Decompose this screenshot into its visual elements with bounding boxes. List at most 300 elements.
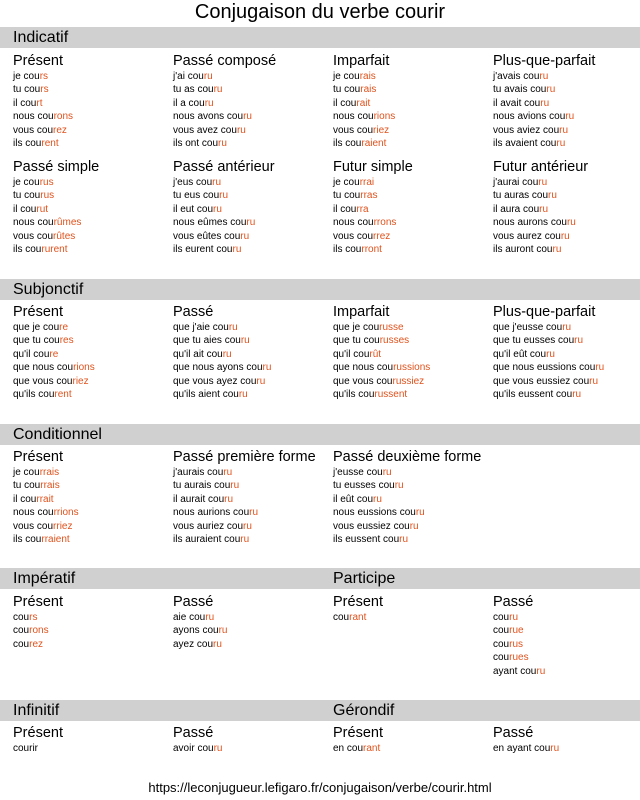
conjugated-form <box>173 348 333 361</box>
conjugation-block <box>493 724 640 755</box>
conjugated-form <box>13 611 173 624</box>
conjugated-form <box>173 638 333 651</box>
form-stem: tu cou <box>333 190 361 202</box>
form-stem: vous eussiez cou <box>333 520 410 532</box>
conjugated-form <box>13 361 173 374</box>
form-ending: rrais <box>40 480 60 492</box>
form-stem: cou <box>493 612 510 623</box>
form-stem: je cou <box>13 177 40 188</box>
form-stem: ayons cou <box>173 625 219 637</box>
form-stem: que nous ayons cou <box>173 362 263 374</box>
form-ending: ru <box>373 493 382 505</box>
form-ending: ru <box>203 71 213 82</box>
form-stem: il cou <box>13 97 37 109</box>
conjugated-form <box>493 375 640 388</box>
form-stem: que vous cou <box>13 375 73 387</box>
conjugation-block <box>13 448 173 546</box>
conjugated-form <box>13 83 173 96</box>
conjugated-form <box>333 83 493 96</box>
tense-heading: Passé simple <box>13 159 100 175</box>
form-ending: rriez <box>53 520 73 532</box>
form-ending: rt <box>36 97 43 109</box>
conjugated-form <box>333 520 493 533</box>
conjugated-form <box>13 124 173 137</box>
form-stem: cou <box>13 638 30 650</box>
form-stem: nous avions cou <box>493 111 566 123</box>
form-ending: ru <box>562 322 572 333</box>
form-stem: vous avez cou <box>173 124 237 136</box>
form-ending: ru <box>228 322 238 333</box>
form-ending: ru <box>236 124 246 136</box>
form-stem: avoir cou <box>173 743 214 754</box>
tense-heading: Passé première forme <box>173 449 316 465</box>
conjugated-form <box>13 216 173 229</box>
form-ending: ru <box>552 243 562 255</box>
conjugated-form <box>493 83 640 96</box>
form-ending: rant <box>349 612 367 623</box>
form-stem: que vous cou <box>333 375 393 387</box>
form-stem: ayez cou <box>173 638 214 650</box>
conjugated-form <box>333 97 493 110</box>
form-ending: riez <box>373 124 390 136</box>
form-ending: rras <box>360 190 378 202</box>
mode-label-gerondif: Gérondif <box>333 702 395 719</box>
form-ending: rrons <box>373 217 397 229</box>
form-ending: ru <box>538 177 548 188</box>
form-ending: rs <box>29 612 38 623</box>
conjugated-form <box>173 243 333 256</box>
form-ending: russes <box>379 335 410 347</box>
conjugation-block <box>173 593 333 651</box>
form-ending: ru <box>230 480 240 492</box>
conjugated-form <box>493 624 640 637</box>
conjugated-form <box>173 70 333 83</box>
conjugated-form <box>493 97 640 110</box>
conjugated-form <box>173 189 333 202</box>
form-stem: courir <box>13 743 39 754</box>
conjugated-form <box>493 651 640 664</box>
form-ending: ru <box>540 97 550 109</box>
form-ending: rant <box>363 743 381 754</box>
form-ending: ru <box>218 137 227 149</box>
conjugation-block <box>13 52 173 150</box>
form-stem: que vous ayez cou <box>173 375 257 387</box>
form-ending: ru <box>204 97 214 109</box>
conjugation-block <box>173 448 333 546</box>
form-ending: res <box>59 335 74 347</box>
form-ending: rs <box>40 84 49 96</box>
form-stem: nous aurons cou <box>493 217 567 229</box>
form-stem: que tu cou <box>333 335 380 347</box>
conjugated-form <box>173 334 333 347</box>
tense-heading: Plus-que-parfait <box>493 304 596 320</box>
form-ending: rrais <box>39 467 60 478</box>
conjugated-form <box>13 520 173 533</box>
conjugation-block <box>173 303 333 401</box>
form-ending: rus <box>509 638 524 650</box>
conjugation-block <box>493 52 640 150</box>
form-stem: que nous cou <box>13 362 74 374</box>
conjugated-form <box>13 334 173 347</box>
form-ending: russiez <box>392 375 425 387</box>
form-stem: vous aviez cou <box>493 124 560 136</box>
form-stem: nous cou <box>13 217 54 229</box>
form-stem: il avait cou <box>493 97 541 109</box>
form-stem: aie cou <box>173 612 206 623</box>
form-stem: il cou <box>333 97 357 109</box>
form-stem: en ayant cou <box>493 743 551 754</box>
form-ending: rue <box>509 625 524 637</box>
section-bar-infinitif-gerondif <box>0 700 640 721</box>
form-stem: tu as cou <box>173 84 214 96</box>
form-stem: tu cou <box>13 480 41 492</box>
form-ending: rraient <box>41 533 70 545</box>
conjugated-form <box>493 137 640 150</box>
conjugated-form <box>333 189 493 202</box>
form-ending: ru <box>550 743 560 754</box>
conjugated-form <box>13 638 173 651</box>
conjugation-block <box>13 303 173 401</box>
form-ending: ru <box>415 507 425 519</box>
tense-heading: Passé antérieur <box>173 159 275 175</box>
tense-heading: Imparfait <box>333 53 390 69</box>
form-ending: rons <box>53 111 74 123</box>
conjugated-form <box>493 361 640 374</box>
conjugated-form <box>333 70 493 83</box>
section-bar-subjonctif <box>0 279 640 300</box>
conjugated-form <box>173 742 333 755</box>
form-stem: qu'il ait cou <box>173 348 223 360</box>
conjugation-block <box>13 724 173 755</box>
form-ending: rrez <box>373 230 391 242</box>
form-ending: ru <box>213 84 223 96</box>
conjugated-form <box>173 388 333 401</box>
form-ending: ru <box>548 190 557 202</box>
conjugated-form <box>333 388 493 401</box>
form-ending: ru <box>382 467 392 478</box>
conjugated-form <box>333 611 493 624</box>
form-stem: tu avais cou <box>493 84 547 96</box>
conjugated-form <box>333 493 493 506</box>
form-stem: il cou <box>13 203 37 215</box>
tense-heading: Présent <box>13 594 63 610</box>
mode-label-imperatif: Impératif <box>13 570 76 587</box>
conjugated-form <box>173 230 333 243</box>
form-stem: ils cou <box>13 243 42 255</box>
form-ending: ru <box>546 348 555 360</box>
conjugated-form <box>333 110 493 123</box>
conjugated-form <box>493 638 640 651</box>
conjugated-form <box>333 124 493 137</box>
conjugated-form <box>333 348 493 361</box>
conjugated-form <box>173 124 333 137</box>
form-stem: vous cou <box>333 124 374 136</box>
form-ending: riez <box>72 375 89 387</box>
form-stem: vous cou <box>13 520 54 532</box>
form-ending: rent <box>54 388 72 400</box>
conjugation-block <box>13 593 173 651</box>
form-stem: qu'ils eussent cou <box>493 388 573 400</box>
conjugated-form <box>13 479 173 492</box>
form-stem: qu'ils cou <box>13 388 55 400</box>
conjugated-form <box>333 466 493 479</box>
form-stem: ils auront cou <box>493 243 553 255</box>
form-stem: que je cou <box>333 322 380 333</box>
form-ending: ru <box>539 71 549 82</box>
form-stem: tu auras cou <box>493 190 549 202</box>
conjugation-block <box>173 724 333 755</box>
conjugated-form <box>493 334 640 347</box>
form-stem: ils eussent cou <box>333 533 400 545</box>
form-ending: ru <box>595 362 605 374</box>
conjugated-form <box>333 334 493 347</box>
conjugation-block <box>333 52 493 150</box>
form-stem: qu'ils cou <box>333 388 375 400</box>
conjugated-form <box>493 742 640 755</box>
conjugated-form <box>333 176 493 189</box>
form-stem: il cou <box>333 203 357 215</box>
conjugation-block <box>333 724 493 755</box>
form-stem: cou <box>13 625 30 637</box>
mode-label-conditionnel: Conditionnel <box>13 426 102 443</box>
section-bar-indicatif <box>0 27 640 48</box>
tense-heading: Futur simple <box>333 159 413 175</box>
form-stem: que j'aie cou <box>173 322 229 333</box>
form-ending: ru <box>256 375 266 387</box>
form-stem: qu'ils aient cou <box>173 388 239 400</box>
form-ending: ru <box>219 190 229 202</box>
conjugated-form <box>173 137 333 150</box>
conjugation-block <box>333 303 493 401</box>
form-ending: ru <box>559 124 569 136</box>
form-stem: je cou <box>13 467 40 478</box>
form-ending: rais <box>359 71 376 82</box>
form-ending: russions <box>393 362 431 374</box>
form-ending: ru <box>232 243 242 255</box>
tense-heading: Futur antérieur <box>493 159 589 175</box>
form-stem: j'avais cou <box>493 71 540 82</box>
form-stem: ils eurent cou <box>173 243 233 255</box>
form-ending: rez <box>29 638 44 650</box>
conjugated-form <box>493 388 640 401</box>
tense-heading: Passé composé <box>173 53 277 69</box>
form-stem: que tu cou <box>13 335 60 347</box>
form-ending: ru <box>262 362 272 374</box>
tense-heading: Passé <box>493 725 534 741</box>
form-stem: j'ai cou <box>173 71 204 82</box>
form-stem: en cou <box>333 743 364 754</box>
form-stem: cou <box>13 612 30 623</box>
conjugated-form <box>173 97 333 110</box>
form-stem: nous eûmes cou <box>173 217 247 229</box>
conjugated-form <box>333 742 493 755</box>
tense-heading: Présent <box>13 449 63 465</box>
form-ending: ru <box>222 348 232 360</box>
conjugated-form <box>13 243 173 256</box>
conjugated-form <box>333 361 493 374</box>
form-ending: rez <box>53 124 67 136</box>
form-stem: il aurait cou <box>173 493 225 505</box>
form-stem: tu eusses cou <box>333 480 395 492</box>
tense-heading: Passé <box>493 594 534 610</box>
conjugated-form <box>173 216 333 229</box>
page-title: Conjugaison du verbe courir <box>194 1 446 23</box>
form-stem: il eut cou <box>173 203 214 215</box>
form-ending: ru <box>223 467 233 478</box>
source-url: https://leconjugueur.lefigaro.fr/conjugaison/verbe/courir.html <box>148 780 492 795</box>
form-stem: cou <box>493 638 510 650</box>
form-stem: ayant cou <box>493 665 537 677</box>
conjugated-form <box>493 665 640 678</box>
mode-label-participe: Participe <box>333 570 396 587</box>
form-stem: vous aurez cou <box>493 230 561 242</box>
conjugated-form <box>13 110 173 123</box>
form-ending: rûtes <box>53 230 76 242</box>
conjugated-form <box>173 110 333 123</box>
form-ending: russent <box>374 388 408 400</box>
conjugated-form <box>173 611 333 624</box>
form-ending: rs <box>39 71 49 82</box>
form-stem: nous cou <box>333 111 374 123</box>
conjugated-form <box>173 520 333 533</box>
conjugated-form <box>173 624 333 637</box>
form-stem: j'eus cou <box>173 177 213 188</box>
conjugated-form <box>333 506 493 519</box>
conjugated-form <box>333 533 493 546</box>
conjugated-form <box>13 348 173 361</box>
form-stem: il a cou <box>173 97 205 109</box>
conjugated-form <box>173 321 333 334</box>
conjugated-form <box>333 321 493 334</box>
form-ending: ru <box>213 638 222 650</box>
form-stem: tu cou <box>333 84 361 96</box>
form-ending: rait <box>356 97 371 109</box>
form-ending: re <box>49 348 59 360</box>
form-ending: ru <box>589 375 599 387</box>
form-ending: ru <box>238 388 248 400</box>
tense-heading: Plus-que-parfait <box>493 53 596 69</box>
tense-heading: Présent <box>13 304 63 320</box>
form-stem: nous aurions cou <box>173 507 250 519</box>
conjugation-block <box>493 158 640 256</box>
section-bar-imperatif-participe <box>0 568 640 589</box>
form-ending: ru <box>556 137 566 149</box>
form-stem: que tu aies cou <box>173 335 241 347</box>
conjugated-form <box>173 479 333 492</box>
conjugation-block <box>173 52 333 150</box>
form-ending: ru <box>213 743 223 754</box>
form-stem: il eût cou <box>333 493 374 505</box>
form-ending: re <box>59 322 69 333</box>
conjugated-form <box>173 203 333 216</box>
conjugated-form <box>333 230 493 243</box>
form-stem: ils cou <box>333 137 362 149</box>
form-stem: vous cou <box>333 230 374 242</box>
form-ending: ru <box>509 612 519 623</box>
conjugated-form <box>13 624 173 637</box>
conjugated-form <box>333 216 493 229</box>
form-ending: rra <box>356 203 369 215</box>
tense-heading: Présent <box>13 53 63 69</box>
conjugated-form <box>493 611 640 624</box>
form-ending: rions <box>73 362 95 374</box>
form-ending: rrait <box>36 493 54 505</box>
conjugated-form <box>493 189 640 202</box>
form-ending: ru <box>536 665 546 677</box>
form-ending: rût <box>369 348 382 360</box>
form-ending: ru <box>572 388 582 400</box>
conjugated-form <box>173 466 333 479</box>
form-ending: ru <box>218 625 228 637</box>
conjugated-form <box>173 375 333 388</box>
conjugated-form <box>13 493 173 506</box>
form-stem: qu'il cou <box>13 348 50 360</box>
mode-label-infinitif: Infinitif <box>13 702 60 719</box>
conjugated-form <box>173 533 333 546</box>
form-stem: vous auriez cou <box>173 520 244 532</box>
conjugated-form <box>493 110 640 123</box>
conjugated-form <box>333 137 493 150</box>
form-ending: rais <box>360 84 377 96</box>
conjugated-form <box>13 533 173 546</box>
conjugated-form <box>493 176 640 189</box>
form-ending: ru <box>565 111 575 123</box>
conjugated-form <box>13 230 173 243</box>
form-ending: ru <box>213 203 222 215</box>
conjugated-form <box>173 493 333 506</box>
form-stem: ils ont cou <box>173 137 219 149</box>
form-stem: que tu eusses cou <box>493 335 575 347</box>
form-stem: ils cou <box>13 533 42 545</box>
conjugated-form <box>173 506 333 519</box>
form-ending: russe <box>379 322 404 333</box>
form-stem: je cou <box>13 71 40 82</box>
form-ending: ru <box>205 612 215 623</box>
conjugated-form <box>333 203 493 216</box>
form-ending: ru <box>399 533 409 545</box>
tense-heading: Passé <box>173 725 214 741</box>
form-stem: nous cou <box>333 217 374 229</box>
form-stem: que je cou <box>13 322 60 333</box>
form-stem: tu cou <box>13 190 41 202</box>
form-ending: ru <box>243 111 252 123</box>
form-stem: cou <box>493 625 510 637</box>
form-stem: ils avaient cou <box>493 137 557 149</box>
form-stem: qu'il cou <box>333 348 370 360</box>
form-stem: j'aurai cou <box>493 177 539 188</box>
form-ending: ru <box>560 230 570 242</box>
form-ending: rus <box>39 177 54 188</box>
conjugated-form <box>493 348 640 361</box>
form-stem: ils auraient cou <box>173 533 241 545</box>
conjugated-form <box>13 321 173 334</box>
conjugated-form <box>493 230 640 243</box>
form-stem: cou <box>493 652 510 664</box>
conjugation-block <box>333 158 493 256</box>
conjugated-form <box>173 83 333 96</box>
form-ending: rrai <box>359 177 375 188</box>
conjugated-form <box>13 137 173 150</box>
conjugated-form <box>493 70 640 83</box>
tense-heading: Passé deuxième forme <box>333 449 482 465</box>
form-ending: ru <box>224 493 234 505</box>
conjugated-form <box>493 243 640 256</box>
conjugated-form <box>13 189 173 202</box>
form-ending: rront <box>361 243 382 255</box>
form-ending: ru <box>240 335 250 347</box>
form-ending: rues <box>509 652 529 664</box>
form-stem: que j'eusse cou <box>493 322 563 333</box>
